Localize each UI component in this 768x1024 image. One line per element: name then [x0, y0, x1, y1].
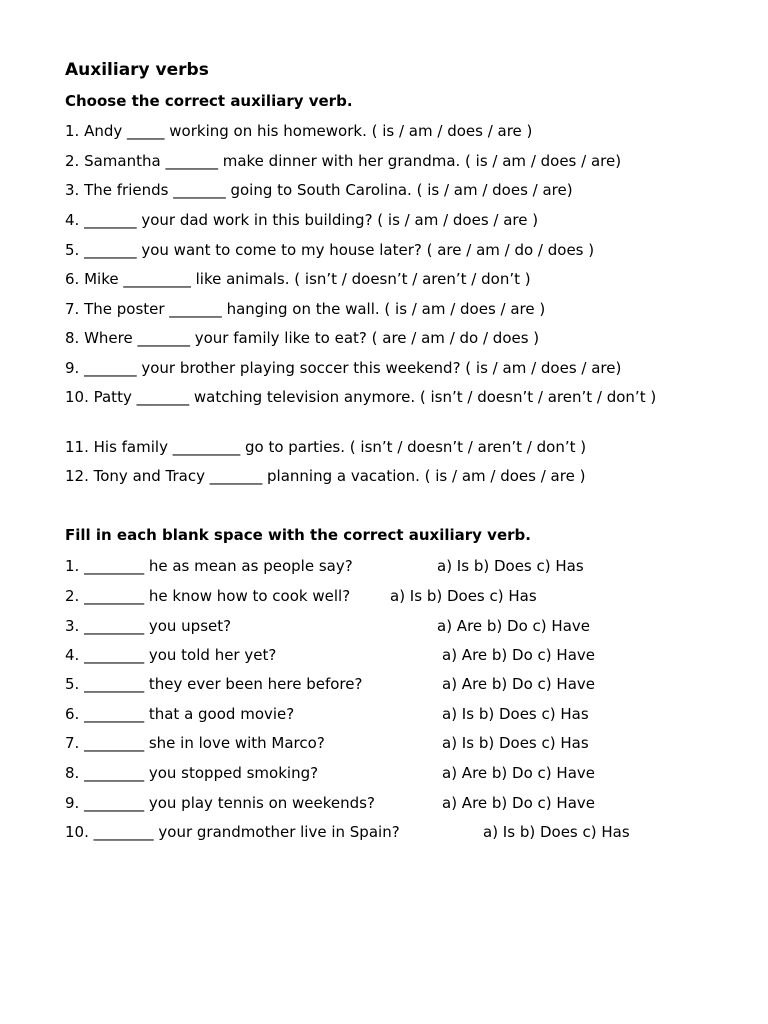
worksheet-title: Auxiliary verbs [65, 60, 209, 80]
section1-item-1: 1. Andy _____ working on his homework. ( is / am / does / are ) [65, 122, 533, 140]
section1-item-11: 11. His family _________ go to parties. ( isn’t / doesn’t / aren’t / don’t ) [65, 438, 587, 456]
section2-options-7: a) Is b) Does c) Has [442, 734, 589, 752]
section1-item-7: 7. The poster _______ hanging on the wall. ( is / am / does / are ) [65, 300, 546, 318]
section1-item-6: 6. Mike _________ like animals. ( isn’t / doesn’t / aren’t / don’t ) [65, 270, 531, 288]
section2-options-9: a) Are b) Do c) Have [442, 794, 595, 812]
section2-question-7: 7. ________ she in love with Marco? [65, 734, 325, 752]
section2-options-4: a) Are b) Do c) Have [442, 646, 595, 664]
section1-item-5: 5. _______ you want to come to my house later? ( are / am / do / does ) [65, 241, 595, 259]
section1-item-9: 9. _______ your brother playing soccer this weekend? ( is / am / does / are) [65, 359, 622, 377]
section2-options-5: a) Are b) Do c) Have [442, 675, 595, 693]
section2-question-2: 2. ________ he know how to cook well? [65, 587, 351, 605]
section1-item-12: 12. Tony and Tracy _______ planning a vacation. ( is / am / does / are ) [65, 467, 586, 485]
section1-item-10: 10. Patty _______ watching television anymore. ( isn’t / doesn’t / aren’t / don’t ) [65, 388, 657, 406]
section1-item-2: 2. Samantha _______ make dinner with her grandma. ( is / am / does / are) [65, 152, 622, 170]
section1-item-8: 8. Where _______ your family like to eat? ( are / am / do / does ) [65, 329, 540, 347]
section2-heading: Fill in each blank space with the correct auxiliary verb. [65, 526, 531, 544]
section2-question-8: 8. ________ you stopped smoking? [65, 764, 319, 782]
section2-question-5: 5. ________ they ever been here before? [65, 675, 363, 693]
section2-question-10: 10. ________ your grandmother live in Spain? [65, 823, 400, 841]
section2-options-10: a) Is b) Does c) Has [483, 823, 630, 841]
section1-item-4: 4. _______ your dad work in this building? ( is / am / does / are ) [65, 211, 539, 229]
section2-question-6: 6. ________ that a good movie? [65, 705, 295, 723]
section2-options-8: a) Are b) Do c) Have [442, 764, 595, 782]
section2-options-1: a) Is b) Does c) Has [437, 557, 584, 575]
section2-options-2: a) Is b) Does c) Has [390, 587, 537, 605]
section2-options-3: a) Are b) Do c) Have [437, 617, 590, 635]
section2-question-9: 9. ________ you play tennis on weekends? [65, 794, 375, 812]
section2-question-3: 3. ________ you upset? [65, 617, 232, 635]
section1-item-3: 3. The friends _______ going to South Carolina. ( is / am / does / are) [65, 181, 573, 199]
section2-options-6: a) Is b) Does c) Has [442, 705, 589, 723]
section2-question-1: 1. ________ he as mean as people say? [65, 557, 353, 575]
section1-heading: Choose the correct auxiliary verb. [65, 92, 353, 110]
section2-question-4: 4. ________ you told her yet? [65, 646, 277, 664]
